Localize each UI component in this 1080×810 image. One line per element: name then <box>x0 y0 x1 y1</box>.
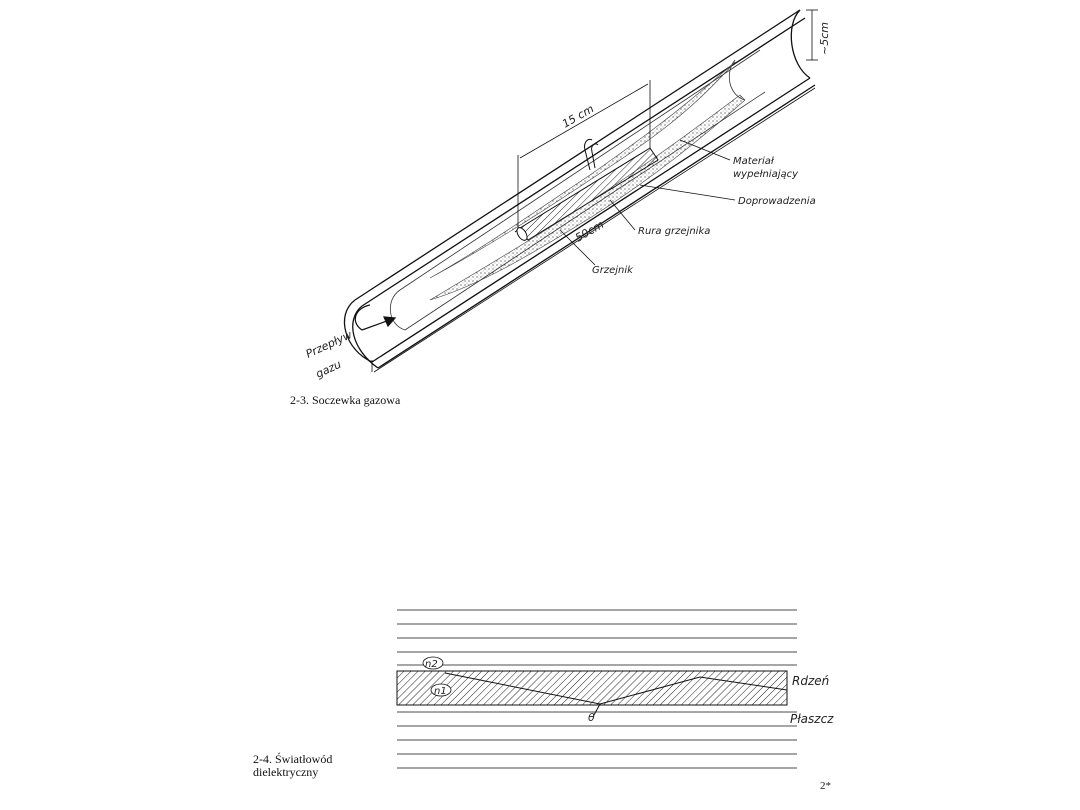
dim-5cm-label: ~5cm <box>818 22 831 55</box>
grzejnik-label: Grzejnik <box>592 265 633 276</box>
plaszcz-label: Płaszcz <box>790 712 834 726</box>
rura-label: Rura grzejnika <box>638 226 711 237</box>
figure-2-4-caption-line1: 2-4. Światłowód <box>253 752 333 766</box>
filling-material-upper <box>430 62 735 278</box>
doprowadzenia-label: Doprowadzenia <box>738 196 816 207</box>
n2-label: n2 <box>425 659 438 670</box>
gas-flow-arrow <box>355 305 395 330</box>
gazu-label: gazu <box>313 357 344 381</box>
n1-label: n1 <box>434 686 447 697</box>
inner-surface <box>390 50 765 330</box>
page-number: 2* <box>820 780 831 792</box>
rdzen-label: Rdzeń <box>792 674 830 688</box>
theta-label: θ <box>588 711 595 724</box>
przeplyw-label: Przepływ <box>303 328 355 361</box>
figure-2-3-caption: 2-3. Soczewka gazowa <box>290 393 401 407</box>
material-label: Materiał <box>733 156 774 167</box>
outer-tube <box>344 10 815 368</box>
figure-2-4-caption-line2: dielektryczny <box>253 765 319 779</box>
dim-50cm-label: 50cm <box>573 217 607 245</box>
dim-15cm-label: 15 cm <box>560 102 597 131</box>
fiber-core <box>397 671 787 705</box>
material-label-2: wypełniający <box>733 169 799 180</box>
